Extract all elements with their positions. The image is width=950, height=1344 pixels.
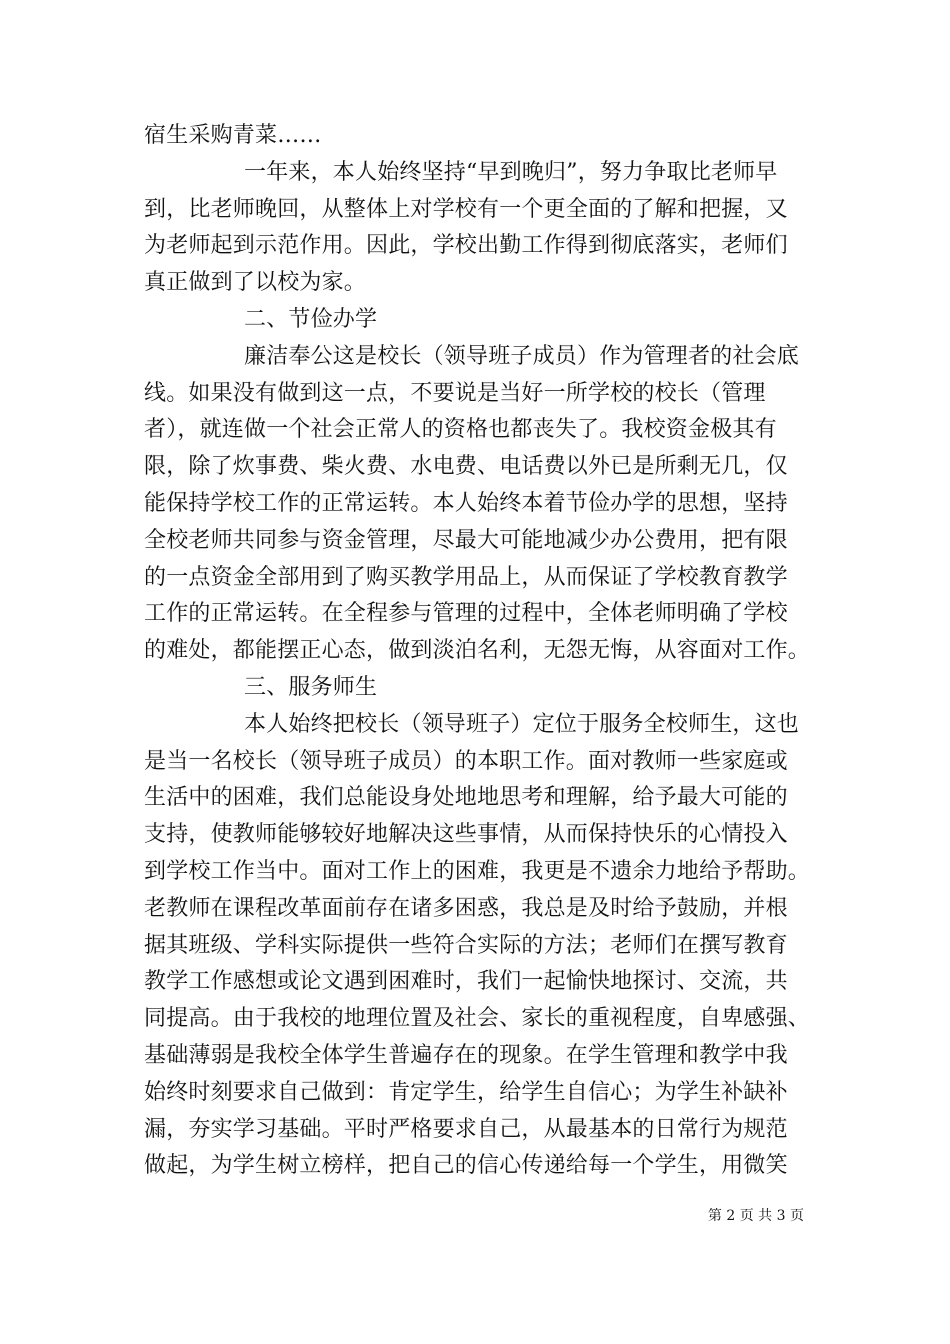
text-line: 真正做到了以校为家。: [144, 270, 367, 296]
text-line: 廉洁奉公这是校长（领导班子成员）作为管理者的社会底: [244, 343, 800, 369]
document-body: [144, 118, 809, 1185]
text-line: 工作的正常运转。在全程参与管理的过程中，全体老师明确了学校: [144, 601, 788, 627]
text-line: 据其班级、学科实际提供一些符合实际的方法；老师们在撰写教育: [144, 932, 788, 958]
text-line: 是当一名校长（领导班子成员）的本职工作。面对教师一些家庭或: [144, 748, 788, 774]
text-line: 本人始终把校长（领导班子）定位于服务全校师生，这也: [244, 711, 800, 737]
text-line: 一年来，本人始终坚持“早到晚归”，努力争取比老师早: [244, 159, 778, 185]
text-line: 漏，夯实学习基础。平时严格要求自己，从最基本的日常行为规范: [144, 1116, 788, 1142]
text-line: 始终时刻要求自己做到：肯定学生，给学生自信心；为学生补缺补: [144, 1079, 788, 1105]
text-line: 全校老师共同参与资金管理，尽最大可能地减少办公费用，把有限: [144, 527, 788, 553]
text-line: 为老师起到示范作用。因此，学校出勤工作得到彻底落实，老师们: [144, 233, 788, 259]
text-line: 到，比老师晚回，从整体上对学校有一个更全面的了解和把握，又: [144, 196, 788, 222]
text-line: 限，除了炊事费、柴火费、水电费、电话费以外已是所剩无几，仅: [144, 454, 788, 480]
text-line: 支持，使教师能够较好地解决这些事情，从而保持快乐的心情投入: [144, 822, 788, 848]
text-line: 二、节俭办学: [244, 306, 378, 332]
text-line: 基础薄弱是我校全体学生普遍存在的现象。在学生管理和教学中我: [144, 1042, 788, 1068]
text-line: 同提高。由于我校的地理位置及社会、家长的重视程度，自卑感强、: [144, 1006, 811, 1032]
text-line: 者），就连做一个社会正常人的资格也都丧失了。我校资金极其有: [144, 417, 777, 443]
text-line: 能保持学校工作的正常运转。本人始终本着节俭办学的思想，坚持: [144, 490, 788, 516]
page-number-footer: 第 2 页 共 3 页: [707, 1208, 804, 1224]
text-line: 教学工作感想或论文遇到困难时，我们一起愉快地探讨、交流，共: [144, 969, 788, 995]
text-line: 宿生采购青菜……: [144, 123, 322, 148]
text-line: 线。如果没有做到这一点，不要说是当好一所学校的校长（管理: [144, 380, 766, 406]
text-line: 的一点资金全部用到了购买教学用品上，从而保证了学校教育教学: [144, 564, 788, 590]
text-line: 老教师在课程改革面前存在诸多困惑，我总是及时给予鼓励，并根: [144, 895, 788, 921]
text-line: 到学校工作当中。面对工作上的困难，我更是不遗余力地给予帮助。: [144, 858, 811, 884]
text-line: 的难处，都能摆正心态，做到淡泊名利，无怨无悔，从容面对工作。: [144, 638, 811, 664]
text-line: 做起，为学生树立榜样，把自己的信心传递给每一个学生，用微笑: [144, 1153, 788, 1179]
text-line: 生活中的困难，我们总能设身处地地思考和理解，给予最大可能的: [144, 785, 788, 811]
text-line: 三、服务师生: [244, 674, 378, 700]
